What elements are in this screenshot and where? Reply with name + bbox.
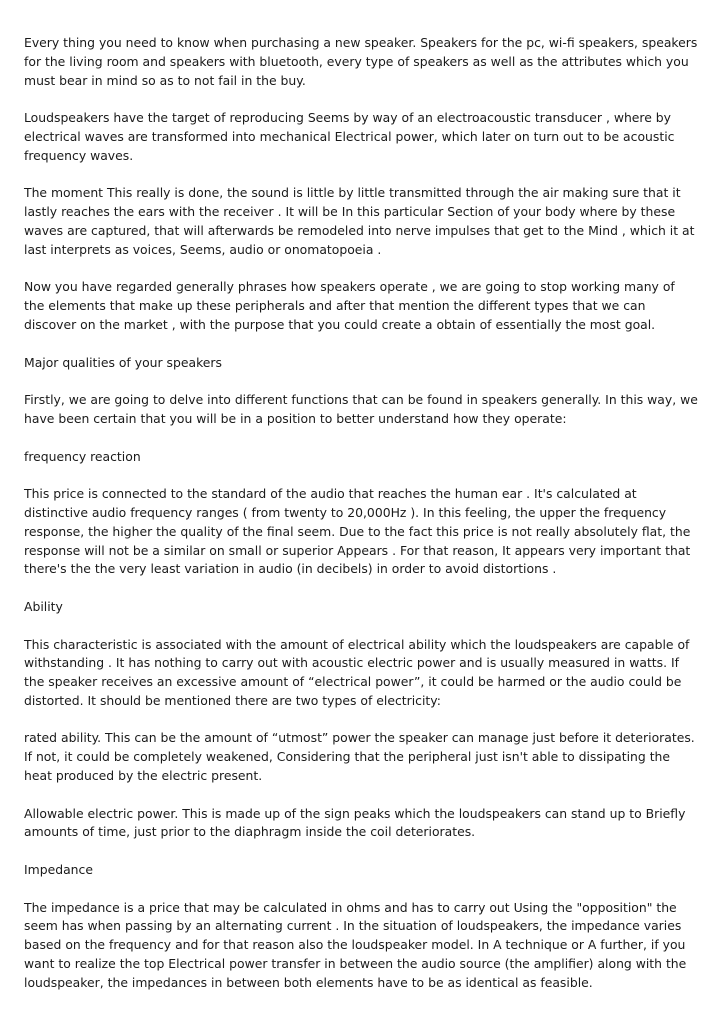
- paragraph-loudspeakers-target: Loudspeakers have the target of reproducing Seems by way of an electroacoustic transducer , where by electrical waves are transformed into mechanical Electrical power, which later on turn out to be acoustic frequency waves.: [24, 110, 675, 163]
- paragraph-frequency-response: This price is connected to the standard of the audio that reaches the human ear . It's calculated at distinctive audio frequency ranges ( from twenty to 20,000Hz ). In this feeling, the upper the frequency response, the higher the quality of the final seem. Due to the fact this price is not really absolutely flat, the response will not be a similar on small or superior Appears . For that reason, It appears very important that there's the the very least variation in audio (in decibels) in order to avoid distortions .: [24, 486, 691, 577]
- section-heading-impedance: Impedance: [24, 862, 93, 878]
- paragraph-power-ability: This characteristic is associated with the amount of electrical ability which the loudspeakers are capable of withstanding . It has nothing to carry out with acoustic electric power and is usually measured in watts. If the speaker receives an excessive amount of “electrical power”, it could be harmed or the audio could be distorted. It should be mentioned there are two types of electricity:: [24, 636, 690, 708]
- paragraph-sound-transmission: The moment This really is done, the sound is little by little transmitted through the air making sure that it lastly reaches the ears with the receiver . It will be In this particular Section of your body where by these waves are captured, that will afterwards be remodeled into nerve impulses that get to the Mind , which it at last interprets as voices, Seems, audio or onomatopoeia .: [24, 185, 695, 257]
- section-heading-major-qualities: Major qualities of your speakers: [24, 354, 222, 370]
- section-heading-frequency-reaction: frequency reaction: [24, 448, 141, 464]
- intro-paragraph: Every thing you need to know when purchasing a new speaker. Speakers for the pc, wi-fi speakers, speakers for the living room and speakers with bluetooth, every type of speakers as well as the attributes which you must bear in mind so as to not fail in the buy.: [24, 35, 698, 88]
- article-body: [24, 34, 698, 1011]
- paragraph-how-speakers-operate: Now you have regarded generally phrases how speakers operate , we are going to stop working many of the elements that make up these peripherals and after that mention the different types that we can discover on the market , with the purpose that you could create a obtain of essentially the most goal.: [24, 279, 675, 332]
- section-heading-ability: Ability: [24, 598, 63, 614]
- paragraph-rated-ability: rated ability. This can be the amount of “utmost” power the speaker can manage just before it deteriorates. If not, it could be completely weakened, Considering that the peripheral just isn't able to dissipating the heat produced by the electric present.: [24, 730, 695, 784]
- paragraph-functions-intro: Firstly, we are going to delve into different functions that can be found in speakers generally. In this way, we have been certain that you will be in a position to better understand how they operate:: [24, 392, 698, 426]
- paragraph-impedance: The impedance is a price that may be calculated in ohms and has to carry out Using the "opposition" the seem has when passing by an alternating current . In the situation of loudspeakers, the impedance varies based on the frequency and for that reason also the loudspeaker model. In A technique or A further, if you want to realize the top Electrical power transfer in between the audio source (the amplifier) along with the loudspeaker, the impedances in between both elements have to be as identical as feasible.: [24, 899, 687, 990]
- paragraph-allowable-power: Allowable electric power. This is made up of the sign peaks which the loudspeakers can stand up to Briefly amounts of time, just prior to the diaphragm inside the coil deteriorates.: [24, 805, 686, 840]
